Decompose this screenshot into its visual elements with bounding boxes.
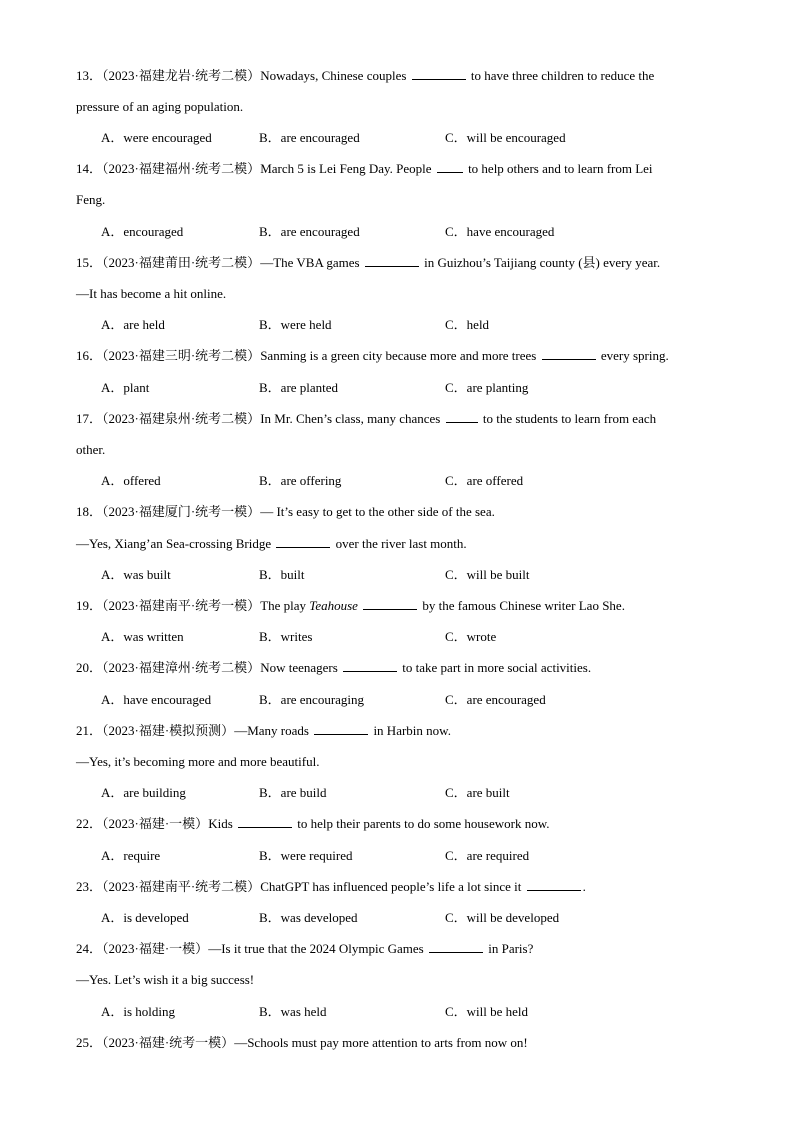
question-source: （2023·福建龙岩·统考二模）	[102, 68, 261, 83]
question-text: to the students to learn from each	[482, 411, 657, 426]
answer-blank	[363, 597, 417, 610]
answer-blank	[238, 815, 292, 828]
answer-blank	[527, 878, 581, 891]
question-source: （2023·福建·一模）	[102, 941, 209, 956]
question-13	[76, 67, 716, 85]
question-text: Kids	[208, 816, 233, 831]
question-15	[76, 254, 716, 272]
question-number: 19．	[76, 598, 103, 613]
question-19	[76, 597, 716, 615]
question-source: （2023·福建泉州·统考二模）	[102, 411, 261, 426]
question-text: every spring.	[600, 348, 669, 363]
question-number: 18．	[76, 504, 103, 519]
option-c: C．have encouraged	[445, 224, 555, 239]
question-13-continuation: pressure of an aging population.	[76, 99, 244, 114]
option-c: C．are offered	[445, 473, 524, 488]
option-b: B．built	[259, 567, 305, 582]
question-text: in Paris?	[488, 941, 534, 956]
question-source: （2023·福建·一模）	[102, 816, 209, 831]
question-source: （2023·福建南平·统考一模）	[102, 598, 261, 613]
option-a: A．encouraged	[101, 224, 184, 239]
option-c: C．are required	[445, 848, 530, 863]
option-c: C．will be held	[445, 1004, 529, 1019]
option-c: C．will be built	[445, 567, 530, 582]
question-source: （2023·福建南平·统考二模）	[102, 879, 261, 894]
question-source: （2023·福建漳州·统考二模）	[102, 660, 261, 675]
option-b: B．was developed	[259, 910, 358, 925]
answer-blank	[446, 410, 478, 423]
question-21	[76, 722, 716, 740]
question-23	[76, 878, 716, 896]
answer-blank	[314, 722, 368, 735]
option-b: B．were required	[259, 848, 353, 863]
question-18	[76, 503, 716, 521]
option-a: A．are building	[101, 785, 186, 800]
question-text: by the famous Chinese writer Lao She.	[422, 598, 625, 613]
question-17	[76, 410, 716, 428]
question-text: —Is it true that the 2024 Olympic Games	[208, 941, 424, 956]
option-c: C．are planting	[445, 380, 529, 395]
question-source: （2023·福建·统考一模）	[102, 1035, 235, 1050]
option-b: B．are offering	[259, 473, 342, 488]
question-number: 14．	[76, 161, 103, 176]
option-a: A．was written	[101, 629, 184, 644]
option-b: B．writes	[259, 629, 313, 644]
question-text: in Guizhou’s Taijiang county (县) every year.	[424, 255, 661, 270]
question-text: ChatGPT has influenced people’s life a lot since it	[260, 879, 522, 894]
option-a: A．was built	[101, 567, 171, 582]
question-text: The play	[260, 598, 307, 613]
option-b: B．are planted	[259, 380, 339, 395]
question-14-continuation: Feng.	[76, 192, 106, 207]
question-text: March 5 is Lei Feng Day. People	[260, 161, 432, 176]
question-number: 15．	[76, 255, 103, 270]
answer-blank	[276, 535, 330, 548]
option-b: B．are encouraging	[259, 692, 365, 707]
question-number: 22．	[76, 816, 103, 831]
question-text: to take part in more social activities.	[402, 660, 592, 675]
question-24-continuation: —Yes. Let’s wish it a big success!	[76, 972, 255, 987]
question-text: —The VBA games	[260, 255, 360, 270]
question-text: to help their parents to do some housework now.	[297, 816, 550, 831]
question-21-continuation: —Yes, it’s becoming more and more beautiful.	[76, 754, 320, 769]
question-15-continuation: —It has become a hit online.	[76, 286, 227, 301]
question-text: In Mr. Chen’s class, many chances	[260, 411, 441, 426]
question-18-continuation	[76, 535, 716, 553]
question-source: （2023·福建莆田·统考二模）	[102, 255, 261, 270]
answer-blank	[343, 659, 397, 672]
question-20	[76, 659, 716, 677]
answer-blank	[437, 160, 463, 173]
option-a: A．require	[101, 848, 161, 863]
question-text: to help others and to learn from Lei	[468, 161, 653, 176]
question-text: .	[582, 879, 586, 894]
question-text: Now teenagers	[260, 660, 338, 675]
question-16	[76, 347, 716, 365]
question-number: 21．	[76, 723, 103, 738]
option-a: A．have encouraged	[101, 692, 212, 707]
option-a: A．were encouraged	[101, 130, 212, 145]
question-number: 25．	[76, 1035, 103, 1050]
question-text: —Yes, Xiang’an Sea-crossing Bridge	[76, 536, 272, 551]
answer-blank	[429, 940, 483, 953]
play-title: Teahouse	[309, 598, 358, 613]
option-a: A．offered	[101, 473, 161, 488]
question-number: 17．	[76, 411, 103, 426]
option-c: C．are built	[445, 785, 510, 800]
question-text: in Harbin now.	[373, 723, 451, 738]
question-number: 16．	[76, 348, 103, 363]
option-b: B．were held	[259, 317, 332, 332]
question-number: 23．	[76, 879, 103, 894]
question-22	[76, 815, 716, 833]
question-text: over the river last month.	[335, 536, 467, 551]
option-a: A．plant	[101, 380, 150, 395]
question-text: to have three children to reduce the	[470, 68, 655, 83]
option-b: B．was held	[259, 1004, 327, 1019]
question-text: Sanming is a green city because more and more trees	[260, 348, 537, 363]
question-number: 24．	[76, 941, 103, 956]
question-17-continuation: other.	[76, 442, 106, 457]
answer-blank	[365, 254, 419, 267]
option-c: C．are encouraged	[445, 692, 546, 707]
option-c: C．wrote	[445, 629, 497, 644]
option-c: C．held	[445, 317, 490, 332]
question-source: （2023·福建厦门·统考一模）	[102, 504, 261, 519]
question-text: — It’s easy to get to the other side of the sea.	[260, 504, 495, 519]
question-14	[76, 160, 716, 178]
question-text: —Schools must pay more attention to arts from now on!	[234, 1035, 528, 1050]
answer-blank	[542, 347, 596, 360]
option-b: B．are encouraged	[259, 130, 360, 145]
question-text: Nowadays, Chinese couples	[260, 68, 407, 83]
option-b: B．are encouraged	[259, 224, 360, 239]
option-b: B．are build	[259, 785, 327, 800]
answer-blank	[412, 67, 466, 80]
question-source: （2023·福建三明·统考二模）	[102, 348, 261, 363]
option-a: A．are held	[101, 317, 165, 332]
question-number: 13．	[76, 68, 103, 83]
question-text: —Many roads	[234, 723, 309, 738]
question-source: （2023·福建福州·统考二模）	[102, 161, 261, 176]
option-c: C．will be encouraged	[445, 130, 566, 145]
question-24	[76, 940, 716, 958]
question-number: 20．	[76, 660, 103, 675]
option-c: C．will be developed	[445, 910, 560, 925]
option-a: A．is developed	[101, 910, 189, 925]
option-a: A．is holding	[101, 1004, 176, 1019]
question-25	[76, 1034, 716, 1052]
question-source: （2023·福建·模拟预测）	[102, 723, 235, 738]
